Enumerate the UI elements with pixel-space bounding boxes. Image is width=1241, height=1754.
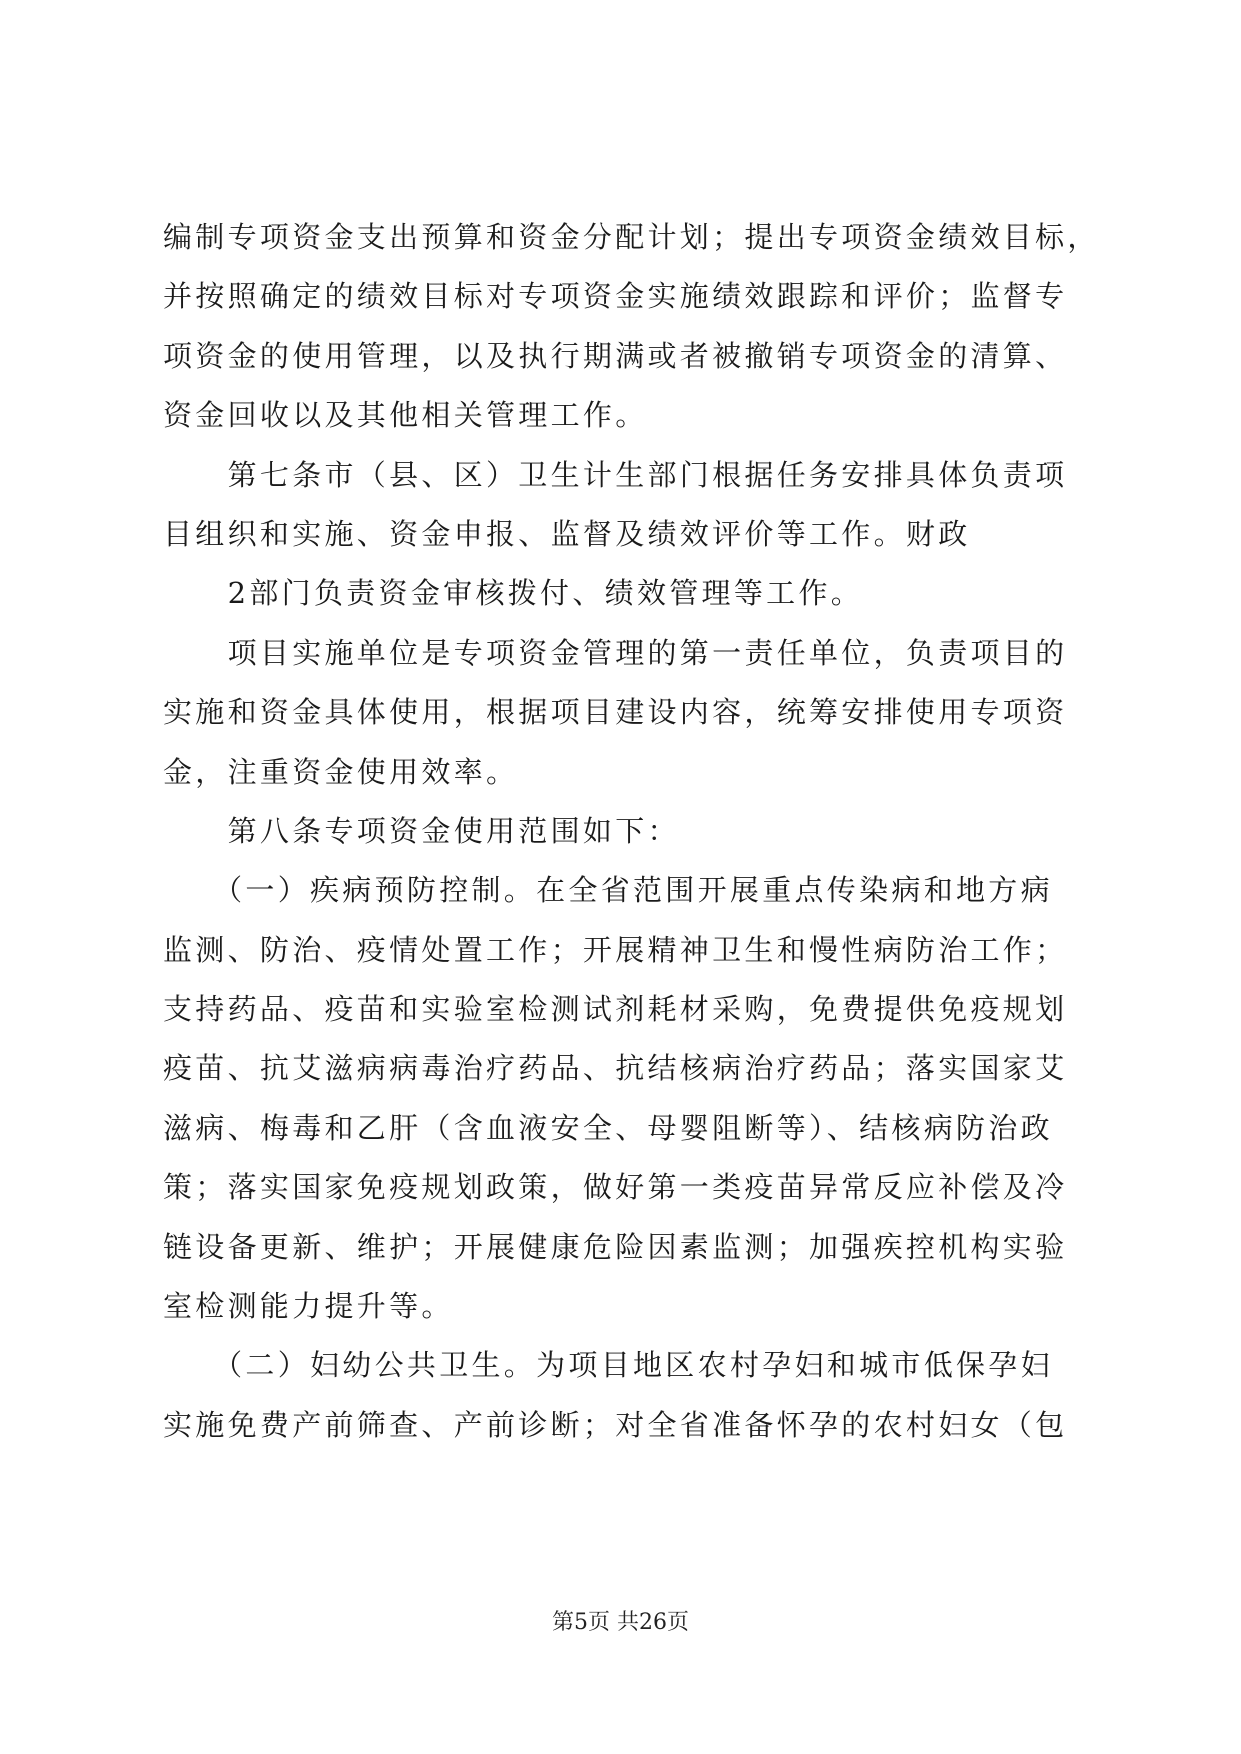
text-line: 链设备更新、维护；开展健康危险因素监测；加强疾控机构实验	[163, 1229, 1068, 1264]
page-number-footer: 第5页 共26页	[552, 1610, 689, 1635]
text-line: 实施免费产前筛查、产前诊断；对全省准备怀孕的农村妇女（包	[163, 1407, 1068, 1442]
text-line: 目组织和实施、资金申报、监督及绩效评价等工作。财政	[163, 516, 971, 551]
text-line: 支持药品、疫苗和实验室检测试剂耗材采购，免费提供免疫规划	[163, 992, 1068, 1027]
text-line: 第七条市（县、区）卫生计生部门根据任务安排具体负责项	[163, 457, 1068, 492]
body-text	[163, 208, 1123, 1455]
text-line: 项目实施单位是专项资金管理的第一责任单位，负责项目的	[163, 635, 1068, 670]
text-line: 监测、防治、疫情处置工作；开展精神卫生和慢性病防治工作；	[163, 932, 1068, 967]
text-line: 项资金的使用管理，以及执行期满或者被撤销专项资金的清算、	[163, 338, 1068, 373]
text-line: （一）疾病预防控制。在全省范围开展重点传染病和地方病	[163, 873, 1053, 908]
text-line: 疫苗、抗艾滋病病毒治疗药品、抗结核病治疗药品；落实国家艾	[163, 1051, 1068, 1086]
text-line: 金，注重资金使用效率。	[163, 754, 519, 789]
text-line: 滋病、梅毒和乙肝（含血液安全、母婴阻断等）、结核病防治政	[163, 1110, 1053, 1145]
text-line: 实施和资金具体使用，根据项目建设内容，统筹安排使用专项资	[163, 695, 1068, 730]
text-line: 策；落实国家免疫规划政策，做好第一类疫苗异常反应补偿及冷	[163, 1170, 1068, 1205]
text-line: 2部门负责资金审核拨付、绩效管理等工作。	[163, 576, 864, 611]
text-line: 第八条专项资金使用范围如下：	[163, 813, 680, 848]
text-line: 编制专项资金支出预算和资金分配计划；提出专项资金绩效目标，	[163, 220, 1100, 254]
text-line: 资金回收以及其他相关管理工作。	[163, 398, 648, 433]
text-line: 并按照确定的绩效目标对专项资金实施绩效跟踪和评价；监督专	[163, 279, 1068, 314]
text-line: （二）妇幼公共卫生。为项目地区农村孕妇和城市低保孕妇	[163, 1348, 1053, 1383]
text-line: 室检测能力提升等。	[163, 1289, 454, 1324]
